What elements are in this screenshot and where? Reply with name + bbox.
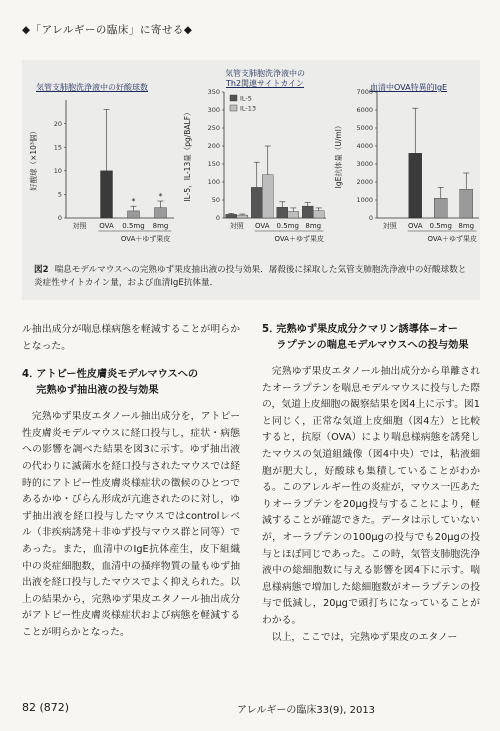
y-tick-label: 2000: [356, 178, 373, 187]
right-para-1: 完熟ゆず果皮エタノール抽出成分から単離されたオーラプテンを喘息モデルマウスに投与した際の，気道上皮細胞の観察結果を図4上に示す。図1と同じく，正常な気道上皮細胞（図4左）と比較すると，抗原（OVA）により喘息様病態を誘発したマウスの気道組織像（図4中央）では，粘液細胞が肥大し，好酸球も集積していることがわかる。このアレルギー性の炎症が，マウス一匹あたりオーラプテンを20μg投与することにより，軽減することが確認できた。データは示していないが，オーラプテンの100μgの投与でも20μgの投与とほぼ同じであった。この時，気管支肺胞洗浄液中の総細胞数に与える影響を図4下に示す。喘息様病態で増加した総細胞数がオーラプテンの投与で低減し，20μgで頭打ちになっていることがわかる。: [262, 366, 480, 626]
chart2-title: Th2関連サイトカイン: [225, 79, 304, 88]
x-tick-label: 0.5mg: [122, 222, 145, 230]
bar: [288, 212, 299, 218]
y-tick-label: 0: [57, 214, 62, 223]
y-tick-label: 10: [53, 167, 62, 175]
page-number: 82 (872): [22, 701, 70, 714]
bar: [302, 206, 313, 218]
y-tick-label: 5000: [356, 124, 373, 133]
left-para-0: ル抽出成分が喘息様病態を軽減することが明らかとなった。: [22, 324, 240, 352]
x-tick-label: OVA: [254, 222, 270, 230]
y-tick-label: 7000: [356, 88, 373, 97]
section-5-title-1: 完熟ゆず果皮成分クマリン誘導体−オー: [276, 324, 458, 335]
x-tick-label: OVA: [407, 222, 423, 230]
bar: [226, 214, 237, 218]
y-tick-label: 4000: [356, 142, 373, 151]
y-tick-label: 3000: [356, 160, 373, 169]
chart2-title-line1: 気管支肺胞洗浄液中の: [225, 69, 305, 78]
y-tick-label: 0: [215, 214, 220, 223]
group-label: OVA＋ゆず果皮: [120, 235, 171, 243]
bar: [262, 175, 273, 218]
y-tick-label: 15: [53, 143, 62, 152]
chart-cytokine: [172, 60, 332, 260]
bar: [460, 189, 473, 218]
significance-mark: *: [131, 197, 136, 207]
bar: [237, 215, 248, 218]
y-tick-label: 300: [207, 106, 220, 115]
y-tick-label: 100: [207, 178, 220, 187]
legend-swatch: [230, 95, 237, 101]
x-tick-label: 8mg: [458, 222, 475, 230]
x-tick-label: 0.5mg: [429, 222, 452, 230]
chart1-title: 気管支肺胞洗浄液中の好酸球数: [36, 83, 148, 92]
x-tick-label: OVA: [99, 222, 114, 230]
y-tick-label: 200: [207, 142, 220, 151]
y-tick-label: 250: [207, 124, 220, 133]
y-tick-label: 6000: [356, 106, 373, 115]
chart-ige: [327, 60, 487, 260]
y-tick-label: 0: [368, 214, 373, 223]
bar: [101, 171, 113, 218]
section-5-heading: [262, 322, 480, 354]
y-axis-label: 好酸球（×10³個）: [29, 127, 38, 191]
y-tick-label: 350: [207, 88, 220, 97]
y-axis-label: IL-5，IL-13量（pg/BALF）: [183, 108, 192, 202]
section-4-title-1: アトピー性皮膚炎モデルマウスへの: [36, 369, 199, 381]
significance-mark: *: [158, 192, 163, 202]
group-label: OVA＋ゆず果皮: [427, 235, 477, 243]
section-5-title-2: ラプテンの喘息モデルマウスへの投与効果: [276, 340, 469, 351]
x-tick-label: 8mg: [152, 222, 169, 230]
figure-caption: [34, 264, 474, 290]
section-5-number: 5．: [262, 324, 280, 335]
legend-swatch: [230, 105, 237, 111]
x-tick-label: 対照: [229, 222, 244, 230]
legend-label: IL-5: [240, 94, 252, 103]
y-axis-label: IgE抗体量（U/ml）: [334, 121, 343, 189]
section-4-number: 4．: [22, 369, 40, 381]
y-tick-label: 5: [57, 190, 62, 199]
group-label: OVA＋ゆず果皮: [274, 235, 324, 243]
x-tick-label: 対照: [382, 222, 397, 230]
section-4-title-2: 完熟ゆず抽出液の投与効果: [36, 385, 159, 397]
x-tick-label: 8mg: [305, 222, 322, 230]
section-4-heading: [22, 367, 240, 399]
x-tick-label: 対照: [72, 222, 87, 230]
right-column: [262, 322, 480, 646]
bar: [128, 211, 140, 218]
right-para-2: 以上，ここでは，完熟ゆず果皮のエタノー: [271, 631, 458, 643]
y-tick-label: 50: [211, 196, 220, 205]
y-tick-label: 1000: [356, 196, 373, 205]
bar: [251, 187, 262, 218]
bar: [434, 198, 447, 218]
x-tick-label: 0.5mg: [276, 222, 299, 230]
y-tick-label: 150: [207, 160, 220, 169]
running-header: ◆「アレルギーの臨床」に寄せる◆: [22, 24, 193, 36]
caption-text: 喘息モデルマウスへの完熟ゆず果皮抽出液の投与効果．屠殺後に採取した気管支肺胞洗浄液中の好酸球数と炎症性サイトカイン量，および血清IgE抗体量．: [34, 265, 467, 288]
y-tick-label: 20: [53, 119, 62, 128]
journal-name: アレルギーの臨床33(9), 2013: [237, 705, 376, 716]
left-column: [22, 322, 240, 642]
caption-label: 図2: [34, 265, 49, 275]
left-para-1: 完熟ゆず果皮エタノール抽出成分を，アトピー性皮膚炎モデルマウスに経口投与し，症状・病態への影響を調べた結果を図3に示す。ゆず抽出液の代わりに滅菌水を経口投与されたマウスでは経時的にアトピー性皮膚炎様症状の徴候のひとつであるかゆ・びらん形成が亢進されたのに対し，ゆず抽出液を経口投与したマウスではcontrolレベル（非疾病誘発＋非ゆず投与マウス群と同等）であった。また，血清中のIgE抗体産生，皮下組織中の炎症細胞数，血清中の掻痒物質の量もゆず抽出液を経口投与したマウスでよく抑えられた。以上の結果から，完熟ゆず果皮エタノール抽出成分がアトピー性皮膚炎様症状および病態を軽減することが明らかとなった。: [22, 411, 240, 638]
legend-label: IL-13: [240, 104, 257, 113]
bar: [277, 207, 288, 218]
bar: [155, 208, 167, 218]
bar: [409, 153, 422, 218]
chart3-title: 血清中OVA特異的IgE: [370, 83, 448, 92]
chart-eosinophil: [22, 60, 182, 260]
bar: [313, 211, 324, 218]
